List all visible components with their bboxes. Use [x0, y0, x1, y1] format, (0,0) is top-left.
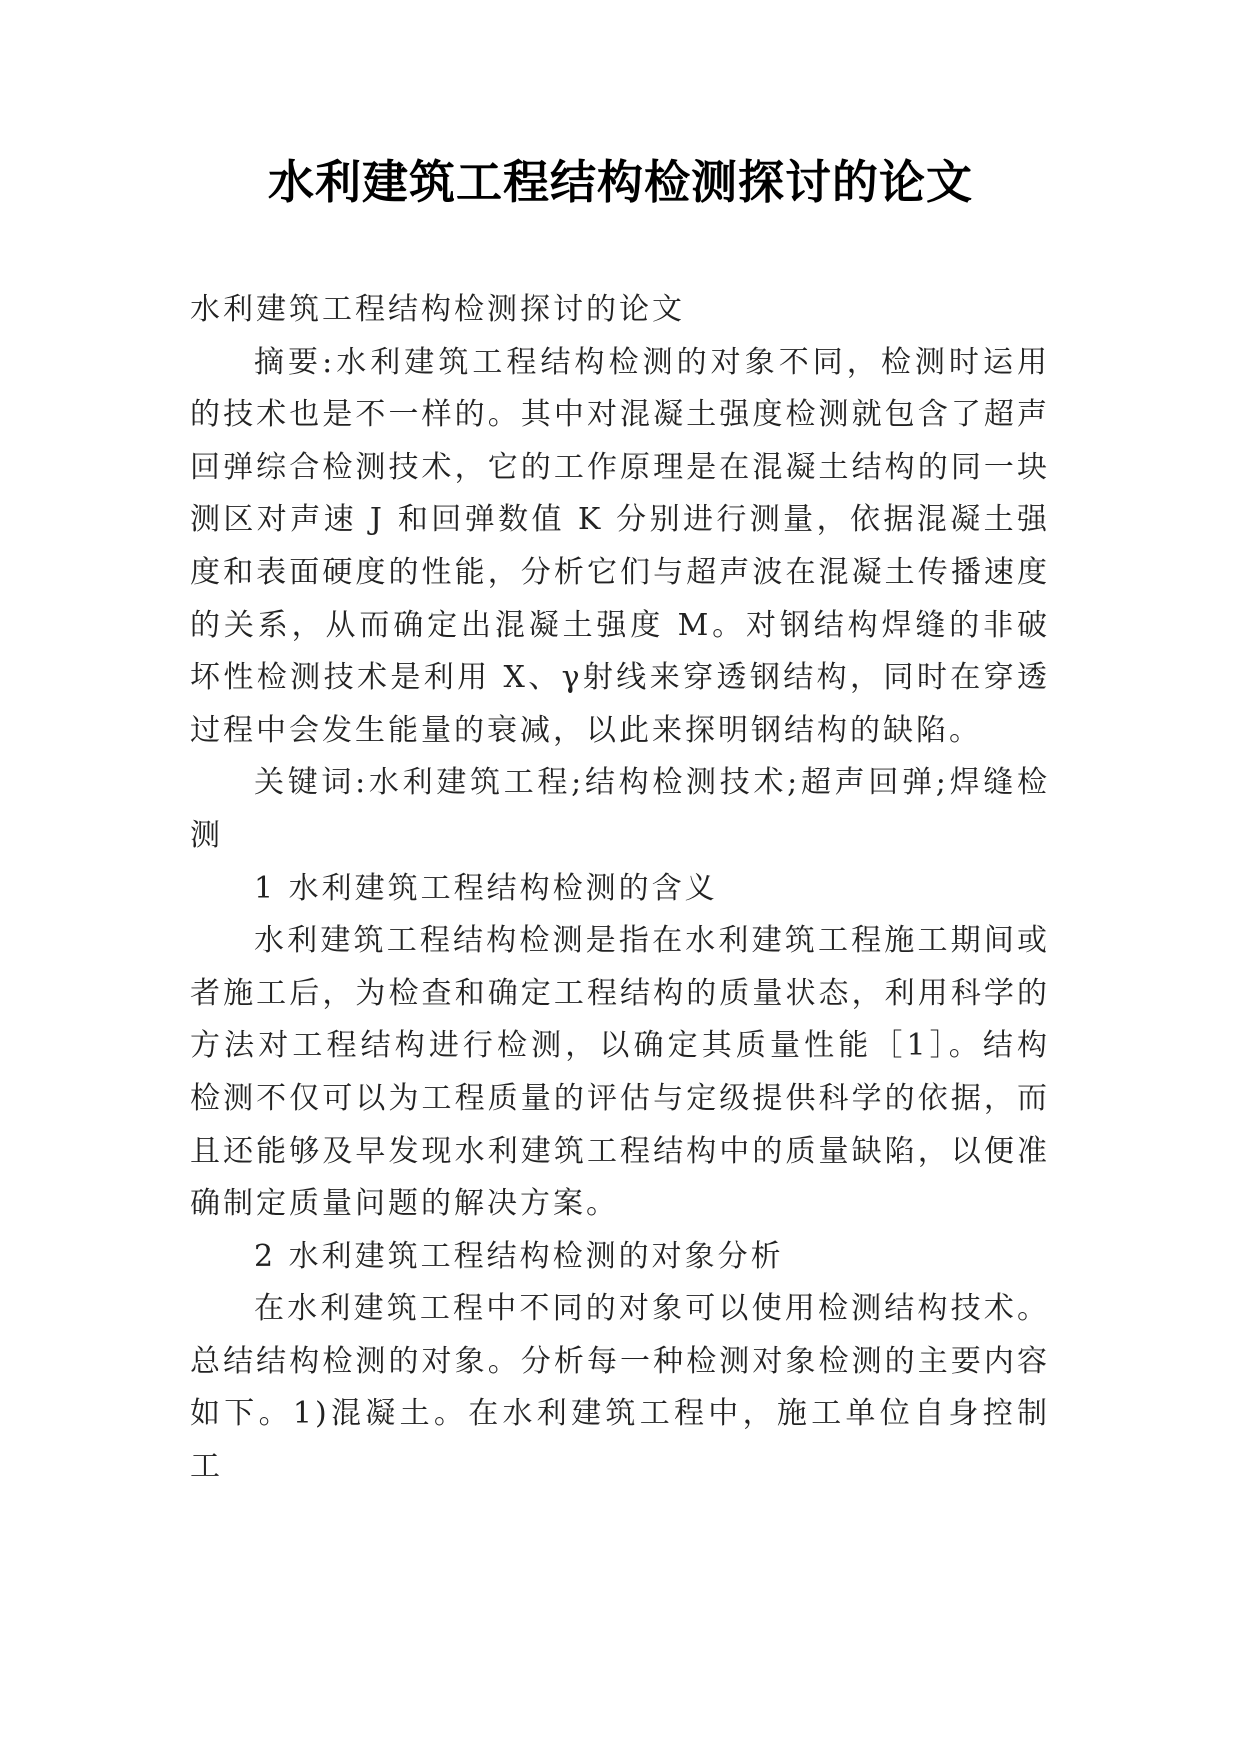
paper-heading-line: 水利建筑工程结构检测探讨的论文 [190, 292, 685, 327]
document-body [190, 284, 1050, 1494]
section-1-paragraph: 水利建筑工程结构检测是指在水利建筑工程施工期间或者施工后，为检查和确定工程结构的质量状态，利用科学的方法对工程结构进行检测，以确定其质量性能［1］。结构检测不仅可以为工程质量的评估与定级提供科学的依据，而且还能够及早发现水利建筑工程结构中的质量缺陷，以便准确制定质量问题的解决方案。 [190, 923, 1050, 1222]
keywords-paragraph: 关键词:水利建筑工程;结构检测技术;超声回弹;焊缝检测 [190, 765, 1050, 853]
section-heading-1: 1 水利建筑工程结构检测的含义 [254, 870, 718, 906]
abstract-paragraph: 摘要:水利建筑工程结构检测的对象不同，检测时运用的技术也是不一样的。其中对混凝土强度检测就包含了超声回弹综合检测技术，它的工作原理是在混凝土结构的同一块测区对声速 J 和回弹数值 K 分别进行测量，依据混凝土强度和表面硬度的性能，分析它们与超声波在混凝土传播速度的关系，从而确定出混凝土强度 M。对钢结构焊缝的非破坏性检测技术是利用 X、γ射线来穿透钢结构，同时在穿透过程中会发生能量的衰减，以此来探明钢结构的缺陷。 [190, 344, 1050, 748]
document-title: 水利建筑工程结构检测探讨的论文 [268, 155, 973, 209]
section-2-paragraph: 在水利建筑工程中不同的对象可以使用检测结构技术。总结结构检测的对象。分析每一种检测对象检测的主要内容如下。1)混凝土。在水利建筑工程中，施工单位自身控制工 [190, 1291, 1050, 1485]
section-heading-2: 2 水利建筑工程结构检测的对象分析 [254, 1238, 784, 1274]
